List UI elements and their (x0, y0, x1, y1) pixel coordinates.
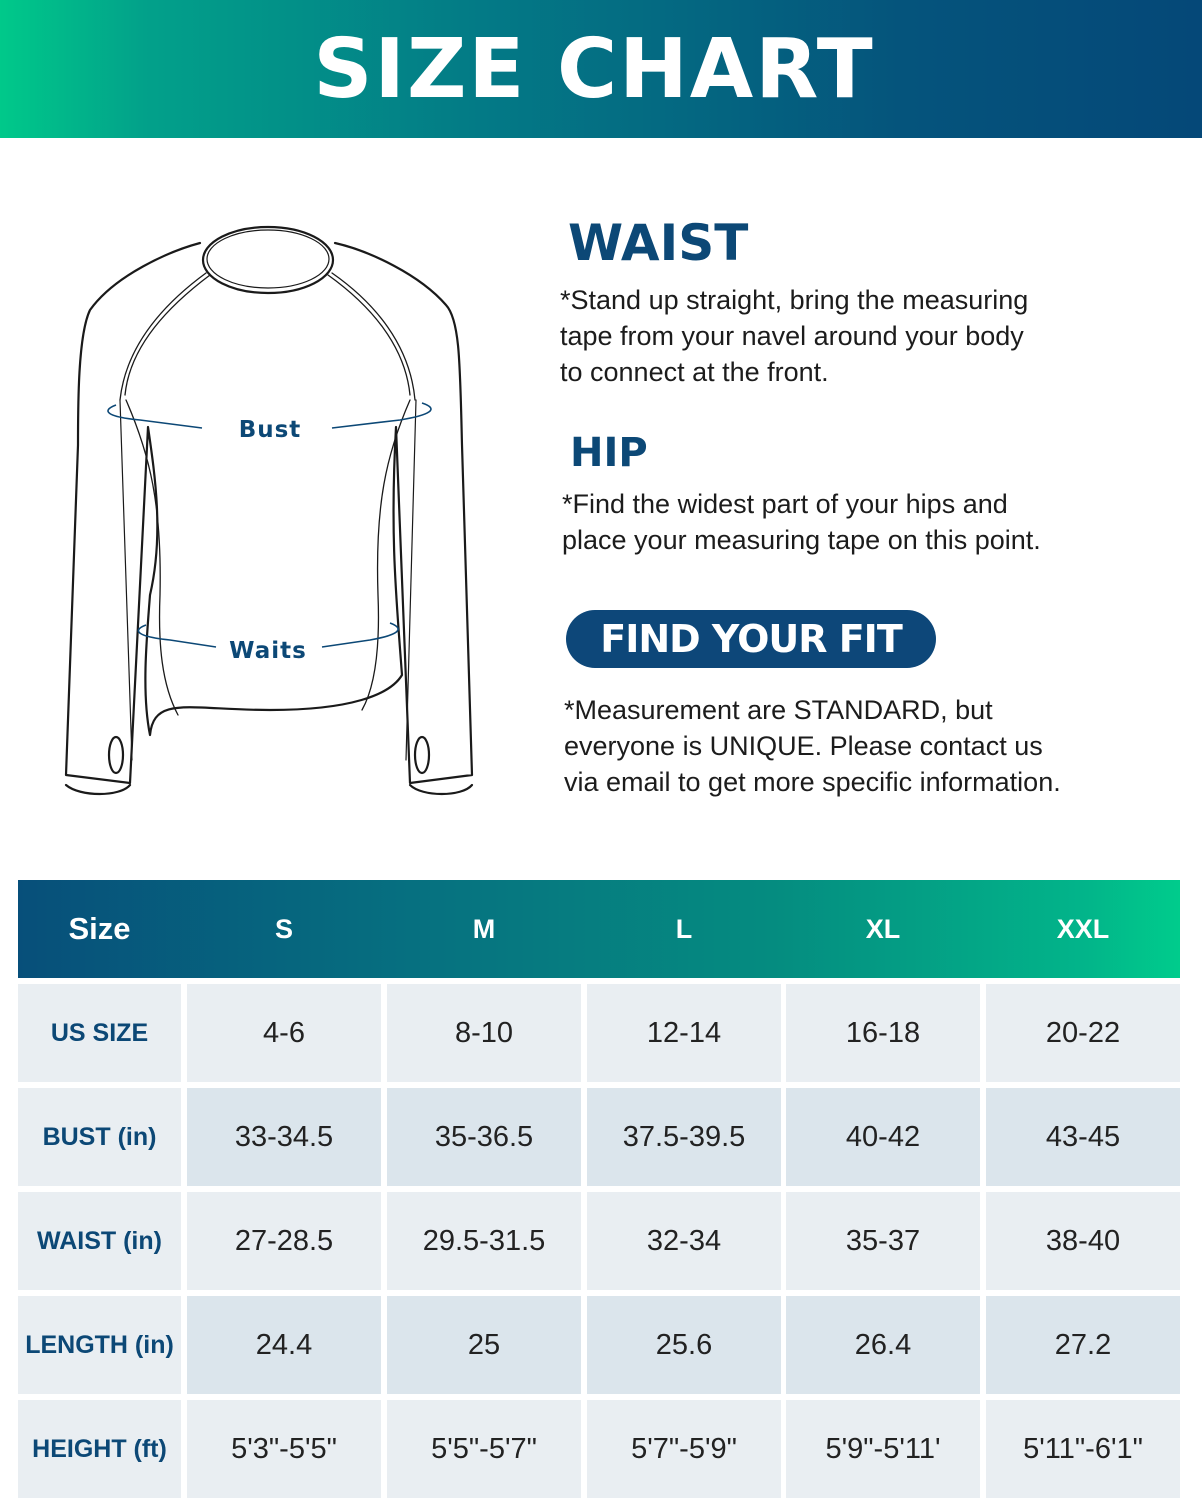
table-cell: 24.4 (187, 1296, 381, 1394)
bust-label: Bust (238, 417, 302, 443)
row-label: HEIGHT (ft) (18, 1400, 181, 1498)
table-cell: 20-22 (986, 984, 1180, 1082)
table-cell: 29.5-31.5 (387, 1192, 581, 1290)
table-cell: 25.6 (587, 1296, 781, 1394)
table-cell: 8-10 (387, 984, 581, 1082)
table-cell: 5'3"-5'5" (187, 1400, 381, 1498)
shirt-diagram (50, 215, 490, 815)
table-cell: 43-45 (986, 1088, 1180, 1186)
row-label: US SIZE (18, 984, 181, 1082)
hip-heading: HIP (570, 430, 648, 476)
table-row (18, 984, 1180, 1082)
table-cell: 35-37 (786, 1192, 980, 1290)
table-cell: 5'5"-5'7" (387, 1400, 581, 1498)
header-col-xxl: XXL (1056, 913, 1110, 944)
fit-note: *Measurement are STANDARD, but everyone is UNIQUE. Please contact us via email to get more specific information. (564, 695, 1061, 797)
table-header-row (18, 880, 1180, 978)
table-cell: 12-14 (587, 984, 781, 1082)
row-label: WAIST (in) (18, 1192, 181, 1290)
table-cell: 5'7"-5'9" (587, 1400, 781, 1498)
row-label: LENGTH (in) (18, 1296, 181, 1394)
header-col-xl: XL (865, 913, 901, 944)
table-cell: 4-6 (187, 984, 381, 1082)
table-cell: 40-42 (786, 1088, 980, 1186)
row-label: BUST (in) (18, 1088, 181, 1186)
table-cell: 25 (387, 1296, 581, 1394)
table-cell: 32-34 (587, 1192, 781, 1290)
table-row (18, 1296, 1180, 1394)
table-cell: 5'11"-6'1" (986, 1400, 1180, 1498)
waist-instructions: *Stand up straight, bring the measuring tape from your navel around your body to connect at the front. (560, 285, 1029, 387)
find-your-fit-badge: FIND YOUR FIT (566, 610, 936, 668)
waist-label: Waits (229, 638, 307, 664)
header-col-l: L (675, 913, 693, 944)
header-col-m: M (472, 913, 496, 944)
table-cell: 38-40 (986, 1192, 1180, 1290)
title-banner (0, 0, 1202, 138)
page-title: SIZE CHART (313, 21, 875, 117)
table-cell: 37.5-39.5 (587, 1088, 781, 1186)
table-cell: 33-34.5 (187, 1088, 381, 1186)
table-row (18, 1192, 1180, 1290)
table-cell: 16-18 (786, 984, 980, 1082)
table-cell: 5'9"-5'11' (786, 1400, 980, 1498)
table-cell: 35-36.5 (387, 1088, 581, 1186)
table-cell: 27-28.5 (187, 1192, 381, 1290)
table-cell: 27.2 (986, 1296, 1180, 1394)
table-cell: 26.4 (786, 1296, 980, 1394)
header-col-s: S (274, 913, 293, 944)
table-row (18, 1088, 1180, 1186)
waist-heading: WAIST (568, 214, 749, 272)
table-row (18, 1400, 1180, 1498)
hip-instructions: *Find the widest part of your hips and place your measuring tape on this point. (562, 489, 1041, 555)
header-size: Size (68, 911, 131, 946)
